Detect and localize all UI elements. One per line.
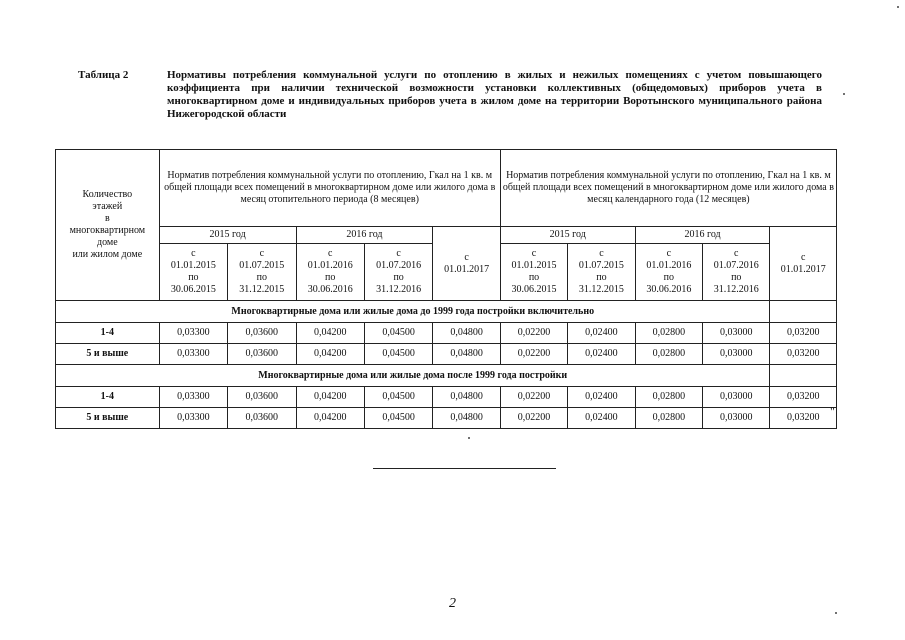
value-cell: 0,04200 [296,387,364,408]
row-label: 1-4 [56,323,160,344]
value-cell: 0,02400 [568,323,635,344]
value-cell: 0,02200 [500,408,567,429]
period-header: с 01.07.2015 по 31.12.2015 [228,244,296,301]
value-cell: 0,04800 [433,323,500,344]
row-label: 5 и выше [56,344,160,365]
value-cell: 0,03300 [159,323,227,344]
value-cell: 0,04800 [433,408,500,429]
value-cell: 0,03000 [703,408,770,429]
value-cell: 0,03300 [159,387,227,408]
period-header: с 01.01.2016 по 30.06.2016 [635,244,702,301]
value-cell: 0,02400 [568,344,635,365]
year-2015-header: 2015 год [159,227,296,244]
heating-season-header: Норматив потребления коммунальной услуги по отоплению, Гкал на 1 кв. м общей площади всех помещений в многоквартирном доме или жилого дома в месяц отопительного периода (8 месяцев) [159,150,500,227]
value-cell: 0,02800 [635,408,702,429]
value-cell: 0,03200 [770,387,837,408]
value-cell: 0,04200 [296,323,364,344]
value-cell: 0,03200 [770,408,837,429]
value-cell: 0,04200 [296,408,364,429]
closing-quote-mark: " [830,404,835,418]
page-number: 2 [449,596,456,611]
section-title: Многоквартирные дома или жилые дома до 1999 года постройки включительно [56,301,770,323]
year-2016-header: 2016 год [296,227,433,244]
year-2016-header: 2016 год [635,227,770,244]
calendar-year-header: Норматив потребления коммунальной услуги по отоплению, Гкал на 1 кв. м общей площади всех помещений в многоквартирном доме или жилого дома в месяц календарного года (12 месяцев) [500,150,836,227]
table-row [56,323,837,344]
period-header: с 01.07.2016 по 31.12.2016 [364,244,432,301]
scan-speck [897,6,899,8]
table-caption-label: Таблица 2 [78,69,129,81]
period-header: с 01.07.2015 по 31.12.2015 [568,244,635,301]
value-cell: 0,04500 [364,344,432,365]
period-header: с 01.01.2015 по 30.06.2015 [500,244,567,301]
scan-speck [835,612,837,614]
value-cell: 0,03300 [159,408,227,429]
year-2015-header: 2015 год [500,227,635,244]
table-row [56,387,837,408]
section-title-empty-cell [770,301,837,323]
value-cell: 0,03000 [703,323,770,344]
section-title: Многоквартирные дома или жилые дома после 1999 года постройки [56,365,770,387]
value-cell: 0,03000 [703,344,770,365]
value-cell: 0,04500 [364,408,432,429]
value-cell: 0,03300 [159,344,227,365]
table-caption-text: Нормативы потребления коммунальной услуги по отоплению в жилых и нежилых помещениях с учетом повышающего коэффициента при наличии технической возможности установки коллективных (общедомовых) приборов учета в многоквартирном доме и индивидуальных приборов учета в жилом доме на территории Воротынского муниципального района Нижегородской области [167,69,822,120]
value-cell: 0,02400 [568,387,635,408]
value-cell: 0,03200 [770,344,837,365]
row-label: 5 и выше [56,408,160,429]
value-cell: 0,04800 [433,344,500,365]
value-cell: 0,02400 [568,408,635,429]
value-cell: 0,03600 [228,387,296,408]
value-cell: 0,02200 [500,323,567,344]
value-cell: 0,03600 [228,344,296,365]
period-header: с 01.01.2016 по 30.06.2016 [296,244,364,301]
value-cell: 0,02800 [635,387,702,408]
period-2017-header: с 01.01.2017 [770,227,837,301]
section-title-empty-cell [770,365,837,387]
table-row [56,344,837,365]
value-cell: 0,02200 [500,344,567,365]
value-cell: 0,04200 [296,344,364,365]
value-cell: 0,03600 [228,408,296,429]
scan-speck [843,93,845,95]
floors-column-header: Количество этажей в многоквартирном доме или жилом доме [56,150,160,301]
period-header: с 01.01.2015 по 30.06.2015 [159,244,227,301]
norms-table [55,149,837,429]
horizontal-divider [373,468,556,469]
value-cell: 0,02800 [635,323,702,344]
value-cell: 0,02200 [500,387,567,408]
value-cell: 0,03600 [228,323,296,344]
row-label: 1-4 [56,387,160,408]
table-row [56,408,837,429]
period-2017-header: с 01.01.2017 [433,227,500,301]
value-cell: 0,04500 [364,387,432,408]
value-cell: 0,04800 [433,387,500,408]
value-cell: 0,04500 [364,323,432,344]
value-cell: 0,03200 [770,323,837,344]
period-header: с 01.07.2016 по 31.12.2016 [703,244,770,301]
scan-speck [468,437,470,439]
value-cell: 0,02800 [635,344,702,365]
value-cell: 0,03000 [703,387,770,408]
